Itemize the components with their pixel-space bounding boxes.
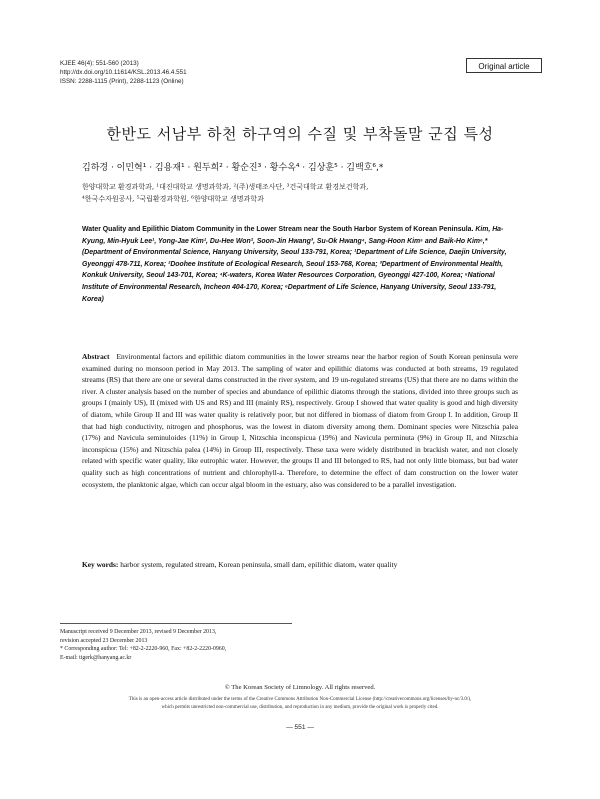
journal-info xyxy=(60,59,187,86)
footnote-line: E-mail: tigerk@hanyang.ac.kr xyxy=(60,655,132,662)
issn: ISSN: 2288-1115 (Print), 2288-1123 (Online) xyxy=(60,78,184,85)
footnotes xyxy=(60,628,360,663)
keywords-label: Key words: xyxy=(82,560,119,569)
keywords xyxy=(82,560,518,569)
abstract-label: Abstract xyxy=(82,352,110,361)
footnote-line: Manuscript received 9 December 2013, revised 9 December 2013, xyxy=(60,629,217,635)
license xyxy=(60,696,540,712)
page-number: — 551 — xyxy=(286,724,314,731)
korean-affiliation-line: 한양대학교 환경과학과, ¹대진대학교 생명과학과, ²(주)생태조사단, ³건국대학교 환경보건학과, xyxy=(82,183,369,191)
footnote-line: revision accepted 23 December 2013 xyxy=(60,637,148,644)
korean-title: 한반도 서남부 하천 하구역의 수질 및 부착돌말 군집 특성 xyxy=(106,125,494,143)
footnote-line: * Corresponding author: Tel: +82-2-2220-960, Fax: +82-2-2220-0960, xyxy=(60,646,227,653)
license-line: which permits unrestricted non-commercial use, distribution, and reproduction in any medium, provide the original work is properly cited. xyxy=(161,705,439,710)
copyright: © The Korean Society of Limnology. All rights reserved. xyxy=(224,684,376,691)
keywords-text: harbor system, regulated stream, Korean peninsula, small dam, epilithic diatom, water quality xyxy=(118,560,398,569)
journal-citation: KJEE 46(4): 551-560 (2013) xyxy=(60,60,139,67)
doi-link[interactable]: http://dx.doi.org/10.11614/KSL.2013.46.4.551 xyxy=(60,69,187,76)
korean-authors: 김하경 · 이민혁¹ · 김용재¹ · 원두희² · 황순진³ · 황수옥⁴ · 김상훈⁵ · 김백호⁶,* xyxy=(82,163,384,173)
korean-affiliation-line: ⁴한국수자원공사, ⁵국립환경과학원, ⁶한양대학교 생명과학과 xyxy=(82,195,264,203)
english-header xyxy=(82,224,518,305)
korean-affiliations xyxy=(82,181,532,205)
article-type-badge: Original article xyxy=(466,58,542,73)
footnote-divider xyxy=(60,623,292,624)
english-title: Water Quality and Epilithic Diatom Community in the Lower Stream near the South Harbor System of Korean Peninsula. xyxy=(82,226,474,233)
abstract-text: Environmental factors and epilithic diatom communities in the lower streams near the harbor region of South Korean peninsula were examined during no monsoon period in May 2013. The sampling of water and epilithic diatoms was conducted at both streams, 19 regulated streams (RS) that there are one or several dams constructed in the river system, and 19 un-regulated streams (US) that there are no dams within the river. A cluster analysis based on the number of species and abundance of epilithic diatoms through the stations, divided into three groups such as groups I (mainly US), II (mixed with US and RS) and III (mainly RS), respectively. Group I showed that water quality is good and high diversity of diatom, while Group II and III was water quality is relatively poor, but not differed in biomass of diatom from Group I. In addition, Group II that had high conductivity, nitrogen and phosphorus, was the lowest in diatom diversity among them. Dominant species were Nitzschia palea (17%) and Navicula seminuloides (11%) in Group I, Nitzschia inconspicua (19%) and Navicula perminuta (9%) in Group II, and Nitzschia inconspicua (15%) and Nitzschia palea (14%) in Group III, respectively. These taxa were widely distributed in brackish water, and not closely related with specific water quality, like eutrophic water. However, the groups II and III belonged to RS, had not only little biomass, but bad water quality such as high concentrations of nutrient and chlorophyll-a. Therefore, to determine the effect of dam construction on the lower water ecosystem, the planktonic algae, which can occur algal bloom in the estuary, also was considered to be a parallel investigation. xyxy=(82,352,518,489)
abstract xyxy=(82,351,518,490)
license-line: This is an open-access article distributed under the terms of the Creative Commons Attribution Non-Commercial License (http://creativecommons.org/licenses/by-nc/3.0/), xyxy=(128,697,472,702)
english-authors-affiliations: Kim, Ha-Kyung, Min-Hyuk Lee¹, Yong-Jae Kim¹, Du-Hee Won², Soon-Jin Hwang³, Su-Ok Hwang⁴, Sang-Hoon Kim⁵ and Baik-Ho Kim⁶,* (Department of Environmental Science, Hanyang University, Seoul 133-791, Korea; ¹Department of Life Science, Daejin University, Gyeonggi 478-711, Korea; ²Doohee Institute of Ecological Research, Seoul 153-768, Korea; ³Department of Environmental Health, Konkuk University, Seoul 143-701, Korea; ⁴K-waters, Korea Water Resources Corporation, Gyeonggi 427-100, Korea; ⁵National Institute of Environmental Research, Incheon 404-170, Korea; ⁶Department of Life Science, Hanyang University, Seoul 133-791, Korea) xyxy=(82,226,507,303)
